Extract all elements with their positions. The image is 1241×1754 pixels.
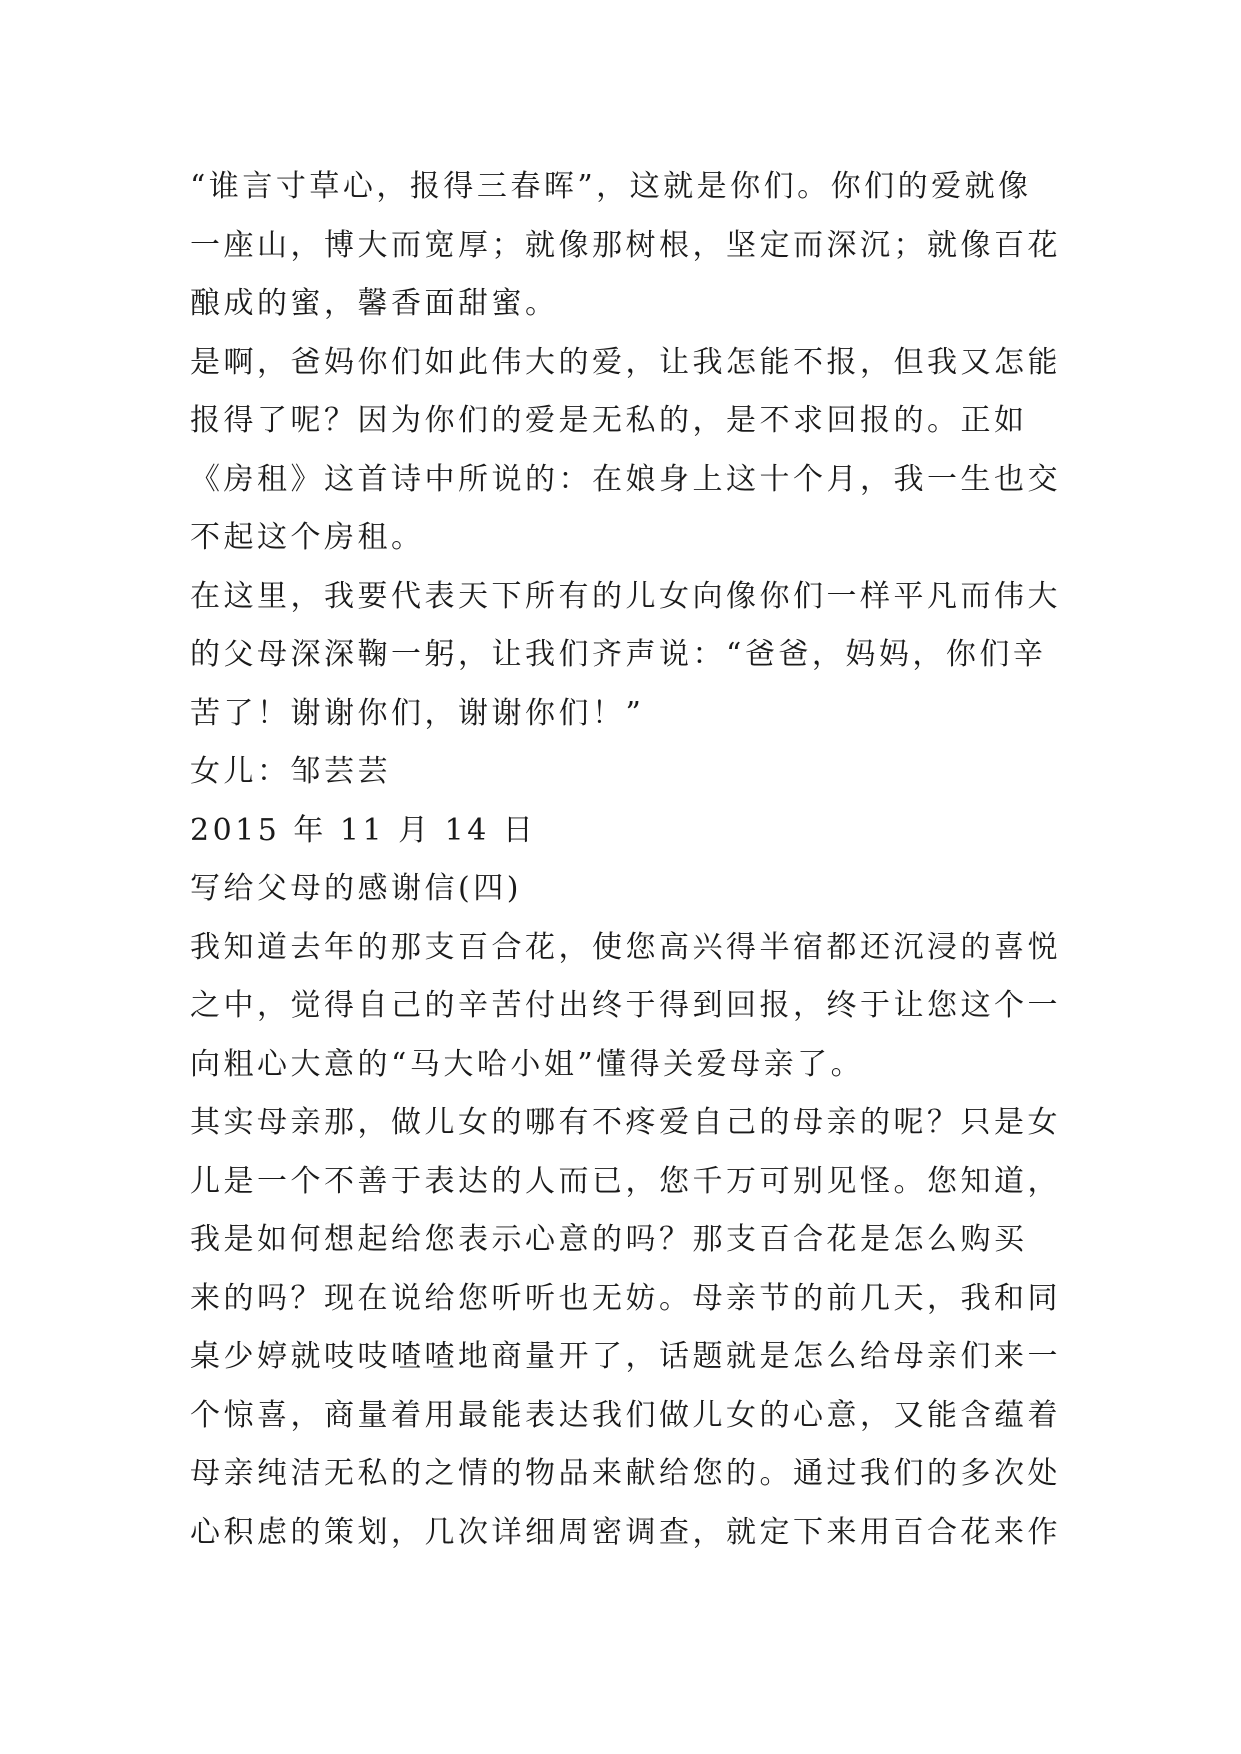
text-line: 不起这个房租。 (190, 520, 425, 555)
signature-line: 女儿：邹芸芸 (190, 754, 391, 789)
section-title: 写给父母的感谢信(四) (190, 871, 522, 906)
text-line: 酿成的蜜，馨香面甜蜜。 (190, 286, 559, 321)
text-line: 桌少婷就吱吱喳喳地商量开了，话题就是怎么给母亲们来一 (190, 1339, 1061, 1374)
text-line: 个惊喜，商量着用最能表达我们做儿女的心意，又能含蕴着 (190, 1397, 1061, 1433)
text-line: “谁言寸草心，报得三春晖”，这就是你们。你们的爱就像 (190, 169, 1032, 204)
text-line: 其实母亲那，做儿女的哪有不疼爱自己的母亲的呢？只是女 (190, 1105, 1061, 1140)
text-line: 心积虑的策划，几次详细周密调查，就定下来用百合花来作 (190, 1514, 1061, 1550)
text-line: 我是如何想起给您表示心意的吗？那支百合花是怎么购买 (190, 1222, 1028, 1257)
text-line: 儿是一个不善于表达的人而已，您千万可别见怪。您知道， (190, 1163, 1061, 1199)
body-text (190, 158, 1070, 1562)
text-line: 苦了！谢谢你们，谢谢你们！” (190, 695, 645, 731)
text-line: 我知道去年的那支百合花，使您高兴得半宿都还沉浸的喜悦 (190, 929, 1061, 965)
text-line: 向粗心大意的“马大哈小姐”懂得关爱母亲了。 (190, 1046, 865, 1082)
text-line: 《房租》这首诗中所说的：在娘身上这十个月，我一生也交 (190, 461, 1061, 497)
text-line: 的父母深深鞠一躬，让我们齐声说：“爸爸，妈妈，你们辛 (190, 637, 1047, 672)
text-line: 一座山，博大而宽厚；就像那树根，坚定而深沉；就像百花 (190, 227, 1061, 263)
text-line: 之中，觉得自己的辛苦付出终于得到回报，终于让您这个一 (190, 988, 1061, 1023)
text-line: 来的吗？现在说给您听听也无妨。母亲节的前几天，我和同 (190, 1280, 1061, 1316)
text-line: 报得了呢？因为你们的爱是无私的，是不求回报的。正如 (190, 403, 1028, 438)
text-line: 在这里，我要代表天下所有的儿女向像你们一样平凡而伟大 (190, 578, 1061, 614)
text-line: 是啊，爸妈你们如此伟大的爱，让我怎能不报，但我又怎能 (190, 344, 1061, 380)
date-line: 2015 年 11 月 14 日 (190, 812, 537, 848)
text-line: 母亲纯洁无私的之情的物品来献给您的。通过我们的多次处 (190, 1456, 1061, 1491)
